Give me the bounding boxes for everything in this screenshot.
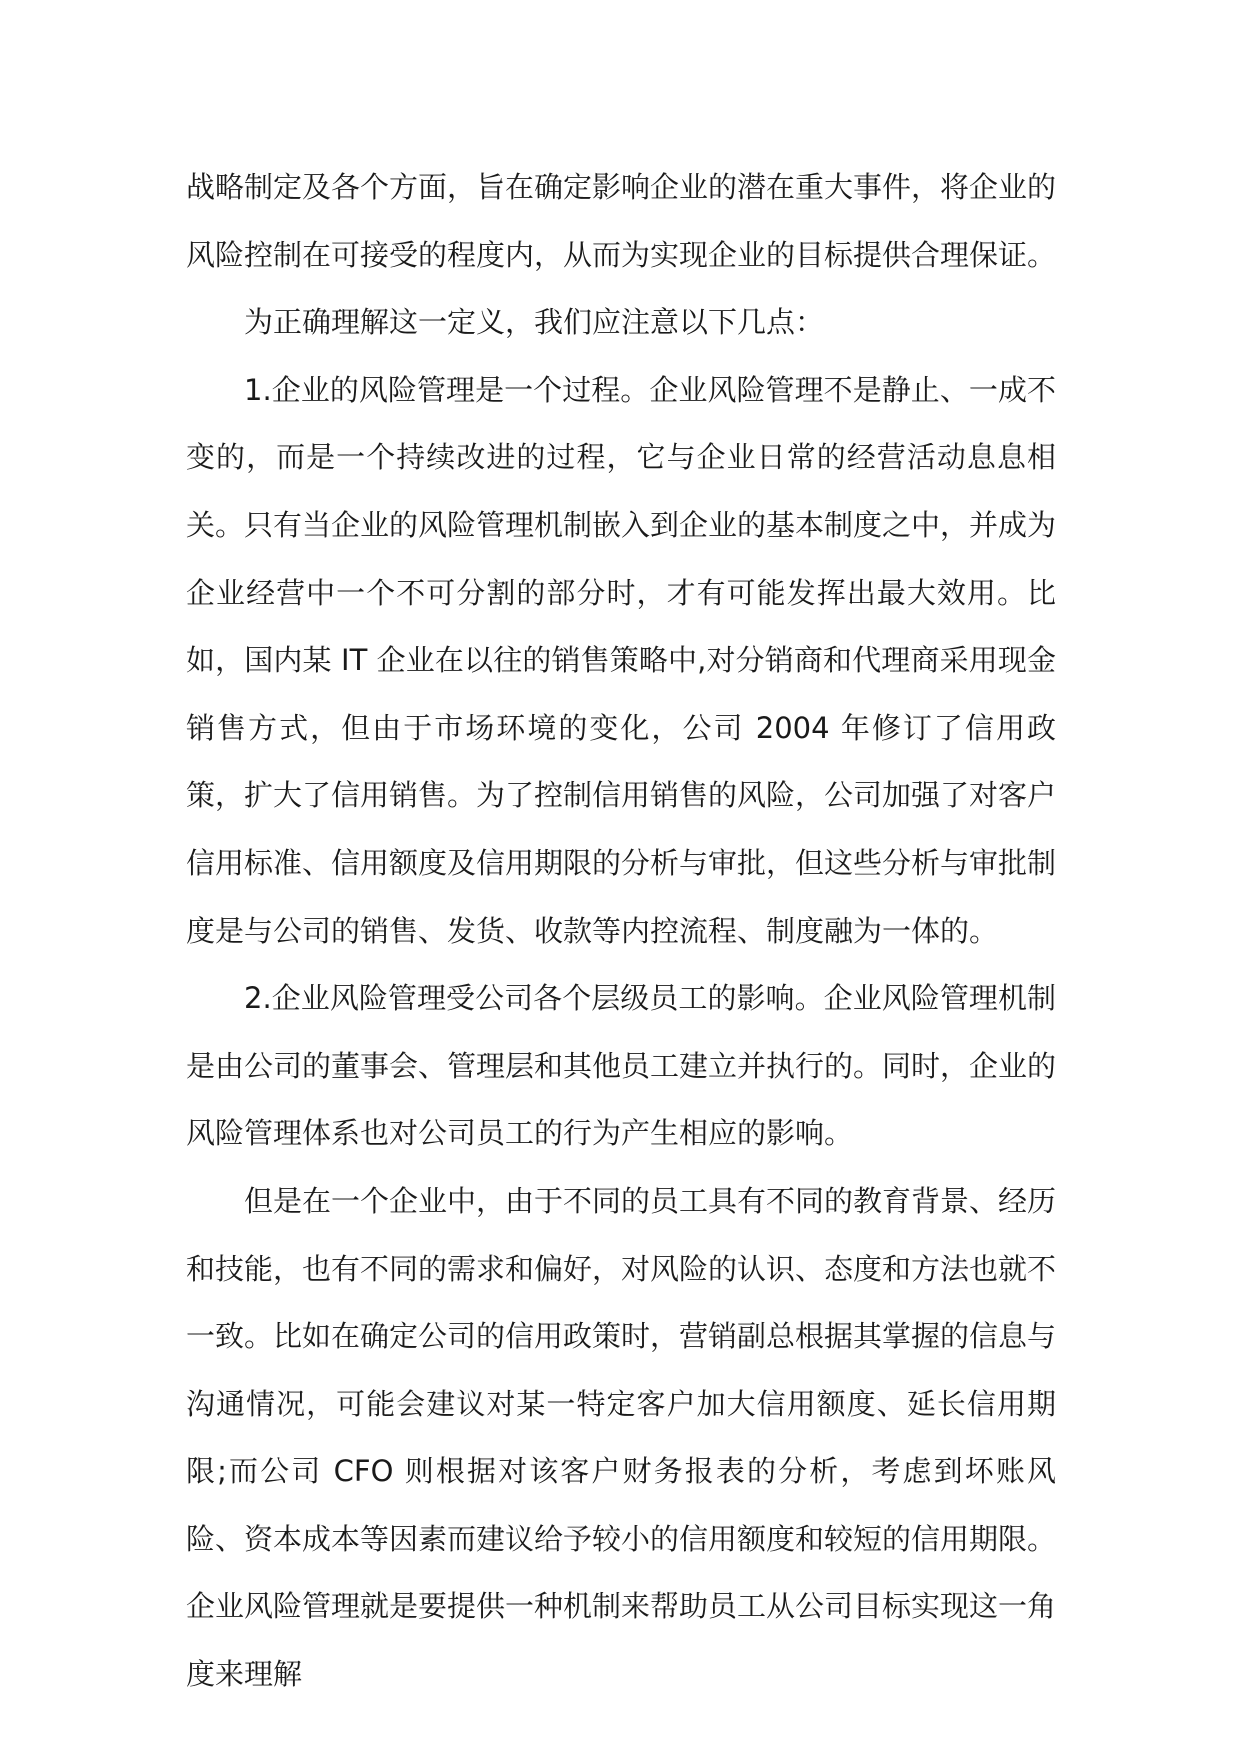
paragraph-point-1: 1.企业的风险管理是一个过程。企业风险管理不是静止、一成不变的，而是一个持续改进的过程，它与企业日常的经营活动息息相关。只有当企业的风险管理机制嵌入到企业的基本制度之中，并成为企业经营中一个不可分割的部分时，才有可能发挥出最大效用。比如，国内某 IT 企业在以往的销售策略中,对分销商和代理商采用现金销售方式，但由于市场环境的变化，公司 2004 年修订了信用政策，扩大了信用销售。为了控制信用销售的风险，公司加强了对客户信用标准、信用额度及信用期限的分析与审批，但这些分析与审批制度是与公司的销售、发货、收款等内控流程、制度融为一体的。 [186, 372, 1057, 948]
paragraph-continuation: 战略制定及各个方面，旨在确定影响企业的潜在重大事件，将企业的风险控制在可接受的程度内，从而为实现企业的目标提供合理保证。 [186, 170, 1057, 272]
document-body [186, 154, 1056, 1709]
paragraph-example: 但是在一个企业中，由于不同的员工具有不同的教育背景、经历和技能，也有不同的需求和偏好，对风险的认识、态度和方法也就不一致。比如在确定公司的信用政策时，营销副总根据其掌握的信息与沟通情况，可能会建议对某一特定客户加大信用额度、延长信用期限;而公司 CFO 则根据对该客户财务报表的分析，考虑到坏账风险、资本成本等因素而建议给予较小的信用额度和较短的信用期限。企业风险管理就是要提供一种机制来帮助员工从公司目标实现这一角度来理解 [186, 1183, 1057, 1692]
paragraph-definition-intro: 为正确理解这一定义，我们应注意以下几点： [244, 305, 825, 340]
paragraph-point-2: 2.企业风险管理受公司各个层级员工的影响。企业风险管理机制是由公司的董事会、管理层和其他员工建立并执行的。同时，企业的风险管理体系也对公司员工的行为产生相应的影响。 [186, 981, 1057, 1151]
